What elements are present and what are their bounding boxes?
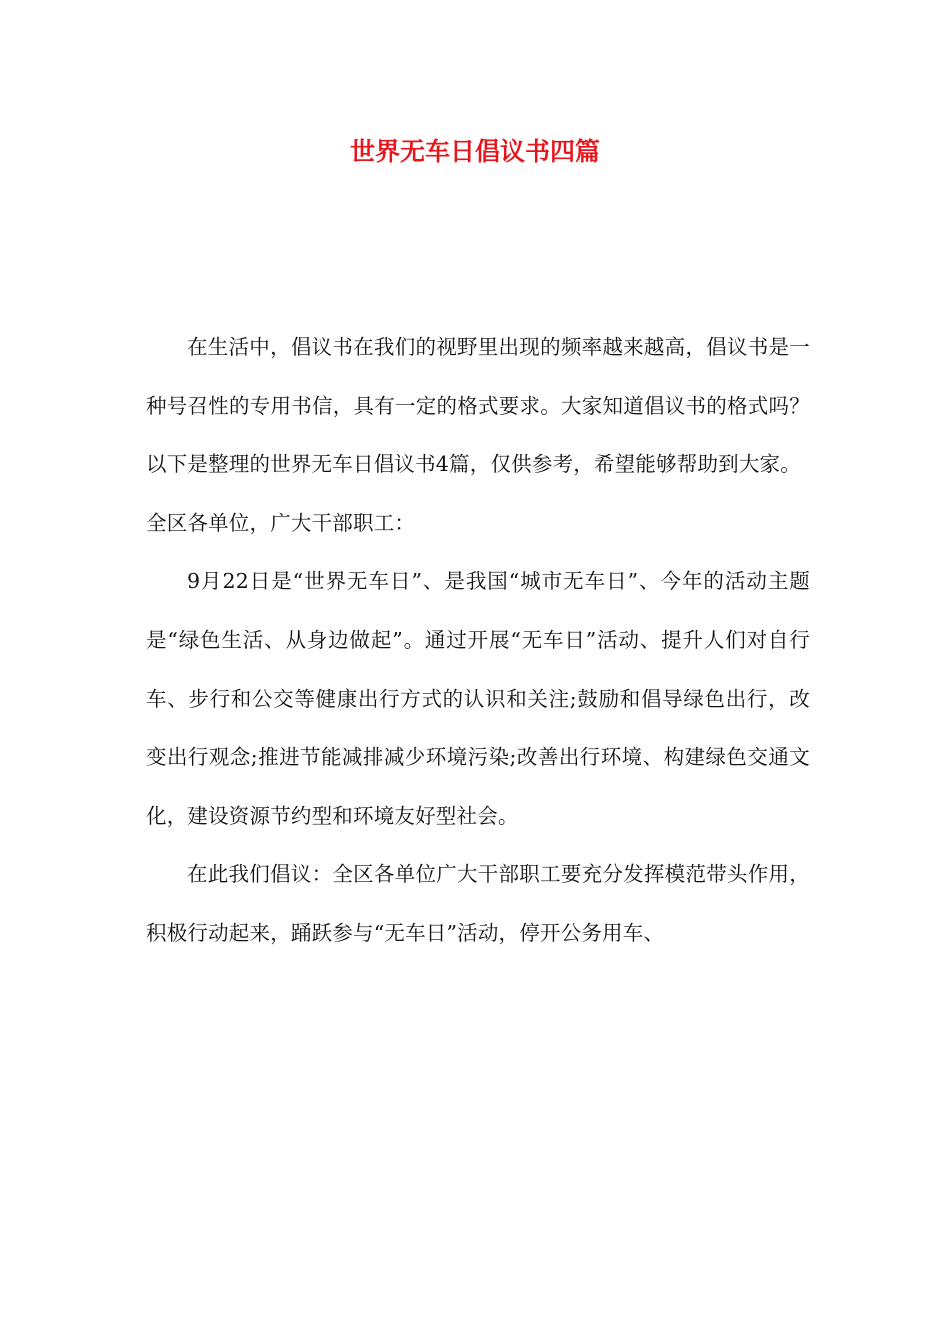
- document-body: [146, 318, 810, 963]
- intro-paragraph: 在生活中，倡议书在我们的视野里出现的频率越来越高，倡议书是一种号召性的专用书信，具有一定的格式要求。大家知道倡议书的格式吗？以下是整理的世界无车日倡议书4篇，仅供参考，希望能够帮助到大家。: [146, 335, 810, 477]
- document-title: 世界无车日倡议书四篇: [349, 137, 600, 166]
- event-paragraph: 9月22日是“世界无车日”、是我国“城市无车日”、今年的活动主题是“绿色生活、从身边做起”。通过开展“无车日”活动、提升人们对自行车、步行和公交等健康出行方式的认识和关注;鼓励和倡导绿色出行，改变出行观念;推进节能减排减少环境污染;改善出行环境、构建绿色交通文化，建设资源节约型和环境友好型社会。: [146, 569, 810, 828]
- proposal-paragraph: 在此我们倡议：全区各单位广大干部职工要充分发挥模范带头作用，积极行动起来，踊跃参与“无车日”活动，停开公务用车、: [146, 862, 810, 945]
- salutation-paragraph: 全区各单位，广大干部职工：: [146, 510, 416, 535]
